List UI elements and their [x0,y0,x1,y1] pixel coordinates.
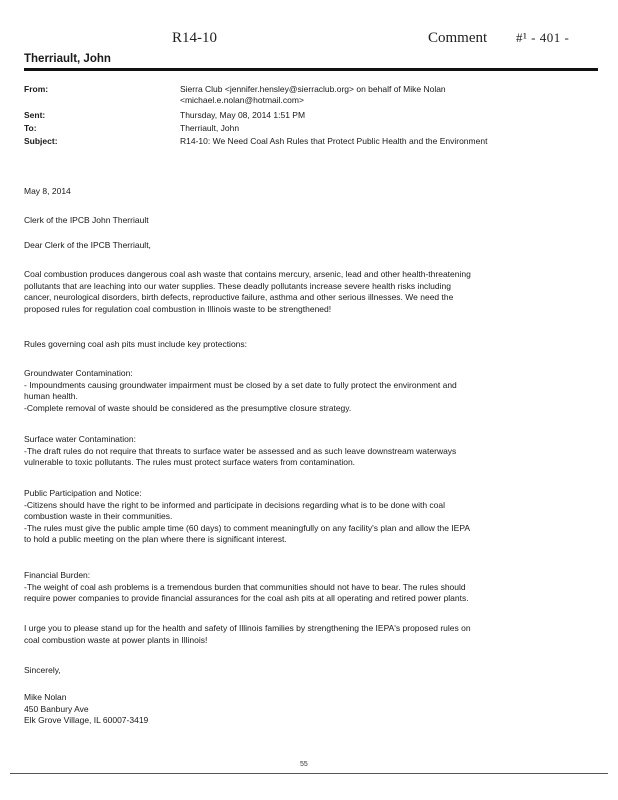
surface-water-section [24,434,584,469]
letter-salutation: Dear Clerk of the IPCB Therriault, [24,240,151,250]
header-divider [24,68,598,71]
paragraph-line: vulnerable to toxic pollutants. The rules must protect surface waters from contamination. [24,457,356,467]
closing-paragraph [24,623,584,646]
to-label: To: [24,123,37,133]
docket-stamp: R14-10 [172,30,217,46]
subject-label: Subject: [24,136,58,146]
paragraph-line: -The weight of coal ash problems is a tremendous burden that communities should not have to bear. The rules should [24,581,466,592]
to-value: Therriault, John [180,123,240,133]
paragraph-line: pollutants that are leaching into our water supplies. These deadly pollutants increase severe health risks including [24,280,451,291]
signoff: Sincerely, [24,665,61,675]
comment-stamp-number: #¹ - 401 - [516,30,570,45]
letter-date: May 8, 2014 [24,186,71,196]
sent-value: Thursday, May 08, 2014 1:51 PM [180,110,306,120]
paragraph-line: combustion waste in their communities. [24,511,173,521]
paragraph-line: -Citizens should have the right to be informed and participate in decisions regarding what is to be done with coal [24,499,445,510]
paragraph-line: -The rules must give the public ample time (60 days) to comment meaningfully on any facility's plan and allow the IEPA [24,522,471,533]
from-value-line2: <michael.e.nolan@hotmail.com> [180,95,304,105]
subject-value: R14-10: We Need Coal Ash Rules that Protect Public Health and the Environment [180,136,488,146]
section-heading: Groundwater Contamination: [24,368,133,378]
sent-label: Sent: [24,110,46,120]
signature-block [24,692,584,727]
financial-section [24,570,584,605]
from-value-line1: Sierra Club <jennifer.hensley@sierraclub.org> on behalf of Mike Nolan [180,84,446,94]
sender-name: Therriault, John [24,53,111,65]
letter-addressee: Clerk of the IPCB John Therriault [24,215,149,225]
paragraph-line: human health. [24,391,78,401]
section-heading: Surface water Contamination: [24,434,136,444]
public-participation-section [24,488,584,546]
paragraph-line: cancer, neurological disorders, birth defects, reproductive failure, asthma and other serious illnesses. We need the [24,292,454,302]
paragraph-line: coal combustion waste at power plants in Illinois! [24,634,208,645]
groundwater-section [24,368,584,414]
paragraph-line: -Complete removal of waste should be considered as the presumptive closure strategy. [24,402,352,413]
footer-divider [10,773,608,774]
page-number: 55 [300,761,308,768]
paragraph-line: to hold a public meeting on the plan where there is significant interest. [24,534,287,544]
section-heading: Public Participation and Notice: [24,488,142,498]
paragraph-line: - Impoundments causing groundwater impairment must be closed by a set date to fully protect the environment and [24,379,457,390]
signature-name: Mike Nolan [24,692,67,702]
from-label: From: [24,84,49,94]
paragraph-line: proposed rules for regulation coal combustion in Illinois waste to be strengthened! [24,303,332,314]
comment-stamp-label: Comment [428,30,488,46]
paragraph-line: Coal combustion produces dangerous coal ash waste that contains mercury, arsenic, lead and other health-threatening [24,269,471,279]
paragraph-line: I urge you to please stand up for the health and safety of Illinois families by strengthening the IEPA's proposed rules on [24,623,471,633]
from-value [180,84,600,106]
rules-intro: Rules governing coal ash pits must include key protections: [24,339,248,349]
paragraph-line: -The draft rules do not require that threats to surface water be assessed and as such leave downstream waterways [24,445,457,456]
section-heading: Financial Burden: [24,570,91,580]
signature-street: 450 Banbury Ave [24,703,89,714]
signature-city: Elk Grove Village, IL 60007-3419 [24,715,149,725]
intro-paragraph [24,269,584,315]
paragraph-line: require power companies to provide financial assurances for the coal ash pits at all operating and retired power plants. [24,593,469,603]
